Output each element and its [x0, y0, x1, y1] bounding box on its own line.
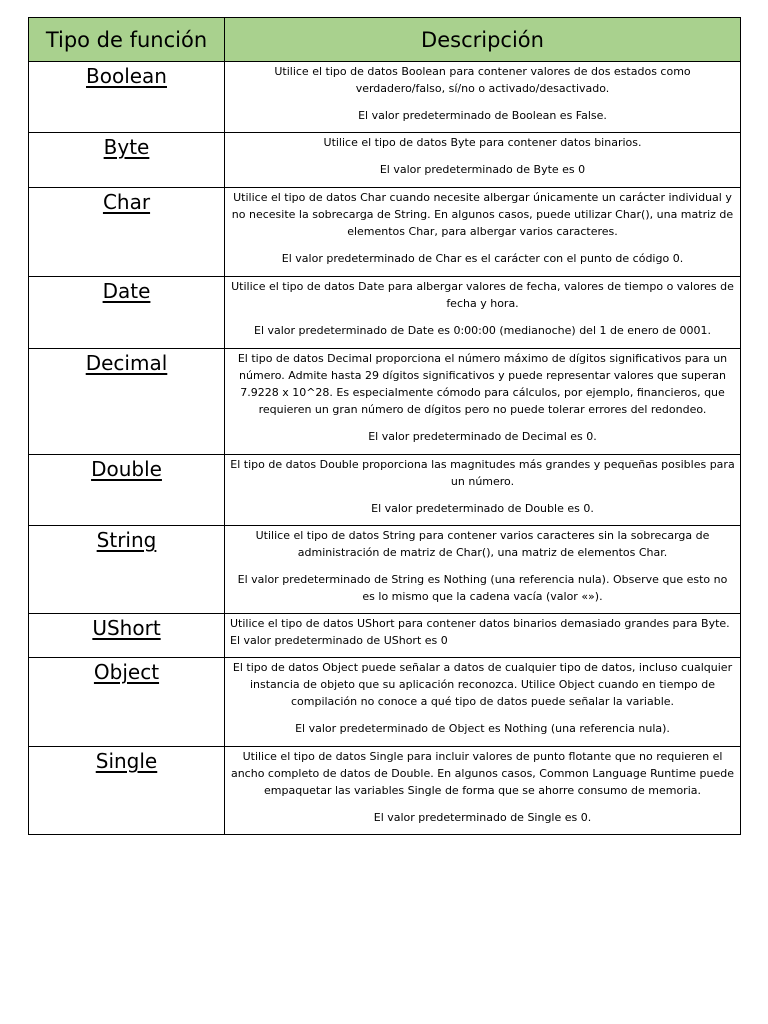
type-default-value: El valor predeterminado de Object es Nothing (una referencia nula).: [295, 722, 670, 735]
type-default-value: El valor predeterminado de Char es el carácter con el punto de código 0.: [281, 252, 684, 265]
table-row: [29, 658, 741, 747]
type-name: Char: [29, 188, 225, 277]
type-description: Utilice el tipo de datos Byte para contener datos binarios.: [323, 136, 642, 149]
type-description: El tipo de datos Double proporciona las magnitudes más grandes y pequeñas posibles para un número.: [230, 458, 735, 488]
table-header-row: [29, 18, 741, 62]
type-description-cell: [225, 188, 741, 277]
type-description: Utilice el tipo de datos Char cuando necesite albergar únicamente un carácter individual y no necesite la sobrecarga de String. En algunos casos, puede utilizar Char(), una matriz de elementos Char, para albergar varios caracteres.: [231, 191, 734, 238]
table-row: [29, 526, 741, 614]
type-default-value: El valor predeterminado de Boolean es False.: [358, 109, 607, 122]
type-description-cell: [225, 277, 741, 349]
type-default-value: El valor predeterminado de Decimal es 0.: [368, 430, 597, 443]
table-row: [29, 349, 741, 455]
table-row: [29, 62, 741, 133]
type-description: Utilice el tipo de datos Single para incluir valores de punto flotante que no requieren el ancho completo de datos de Double. En algunos casos, Common Language Runtime puede empaquetar las variables Single de forma que se ahorre consumo de memoria.: [230, 750, 735, 797]
header-description: Descripción: [225, 18, 741, 62]
type-name: Object: [29, 658, 225, 747]
type-description-cell: [225, 349, 741, 455]
table-row: [29, 133, 741, 188]
type-name: Byte: [29, 133, 225, 188]
table-row: [29, 455, 741, 526]
type-name: String: [29, 526, 225, 614]
type-name: Date: [29, 277, 225, 349]
type-default-value: El valor predeterminado de String es Nothing (una referencia nula). Observe que esto no es lo mismo que la cadena vacía (valor «»).: [237, 573, 728, 603]
type-default-value: El valor predeterminado de Double es 0.: [371, 502, 594, 515]
type-default-value: El valor predeterminado de Single es 0.: [373, 811, 592, 824]
type-description-cell: [225, 658, 741, 747]
type-description-cell: [225, 62, 741, 133]
table-row: [29, 188, 741, 277]
type-description: Utilice el tipo de datos String para contener varios caracteres sin la sobrecarga de administración de matriz de Char(), una matriz de elementos Char.: [255, 529, 710, 559]
type-description: El tipo de datos Object puede señalar a datos de cualquier tipo de datos, incluso cualquier instancia de objeto que su aplicación reconozca. Utilice Object cuando en tiempo de compilación no conoce a qué tipo de datos puede señalar la variable.: [232, 661, 733, 708]
type-description-cell: [225, 614, 741, 658]
type-name: UShort: [29, 614, 225, 658]
type-description: Utilice el tipo de datos Boolean para contener valores de dos estados como verdadero/falso, sí/no o activado/desactivado.: [274, 65, 691, 95]
type-description-cell: [225, 455, 741, 526]
type-description: El tipo de datos Decimal proporciona el número máximo de dígitos significativos para un número. Admite hasta 29 dígitos significativos y puede representar valores que superan 7.9228 x 10^28. Es especialmente cómodo para cálculos, por ejemplo, financieros, que requieren un gran número de dígitos pero no puede tolerar errores del redondeo.: [237, 352, 728, 416]
header-type: Tipo de función: [29, 18, 225, 62]
type-description-cell: [225, 133, 741, 188]
table-row: [29, 747, 741, 835]
type-description-cell: [225, 526, 741, 614]
data-types-table: [28, 17, 741, 835]
type-name: Boolean: [29, 62, 225, 133]
type-default-value: El valor predeterminado de Byte es 0: [379, 163, 586, 176]
table-row: [29, 277, 741, 349]
type-description: Utilice el tipo de datos UShort para contener datos binarios demasiado grandes para Byte. El valor predeterminado de UShort es 0: [230, 617, 730, 647]
type-name: Single: [29, 747, 225, 835]
type-description-cell: [225, 747, 741, 835]
table-row: [29, 614, 741, 658]
type-description: Utilice el tipo de datos Date para albergar valores de fecha, valores de tiempo o valores de fecha y hora.: [231, 280, 734, 310]
type-default-value: El valor predeterminado de Date es 0:00:00 (medianoche) del 1 de enero de 0001.: [254, 324, 711, 337]
type-name: Double: [29, 455, 225, 526]
type-name: Decimal: [29, 349, 225, 455]
